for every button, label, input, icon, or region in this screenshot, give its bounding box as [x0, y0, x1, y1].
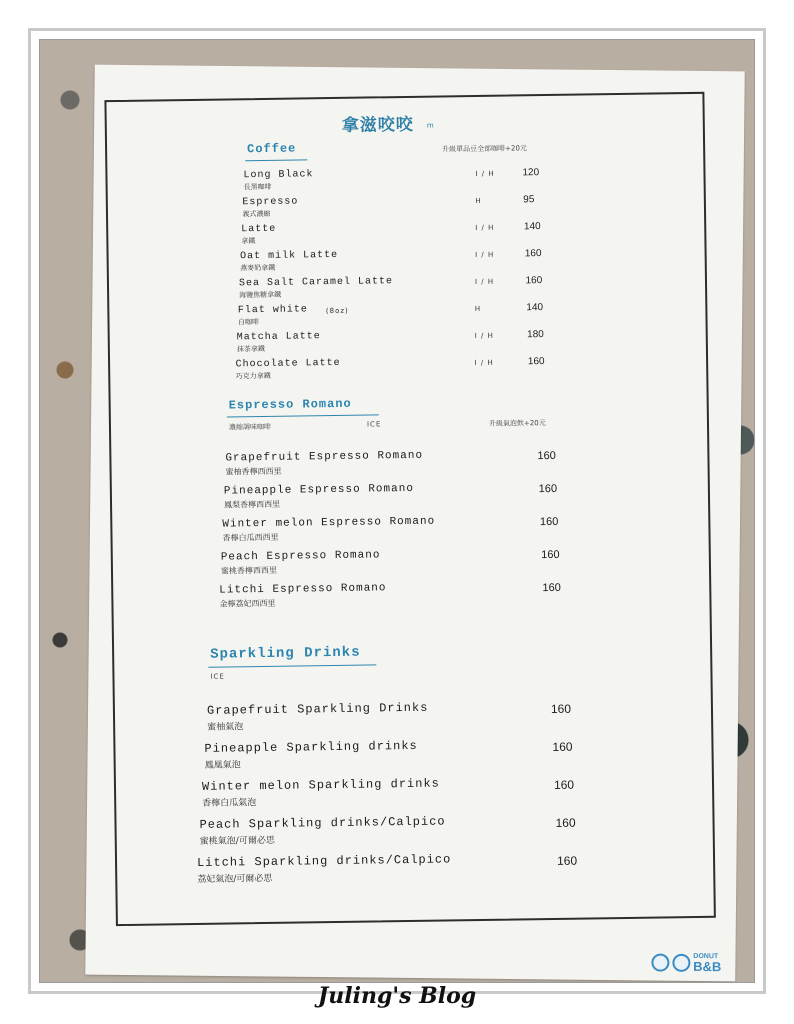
coffee-item-size: I / H [475, 223, 495, 233]
coffee-item-sub: 抹茶拿鐵 [236, 344, 265, 354]
coffee-item-size: I / H [475, 250, 495, 260]
coffee-item-sub: 海鹽焦糖拿鐵 [239, 290, 282, 300]
coffee-item-size: H [475, 196, 482, 206]
coffee-item-size: I / H [475, 169, 495, 179]
coffee-item-size: H [474, 304, 482, 314]
coffee-item-name: Matcha Latte [236, 331, 321, 344]
sparkling-item-price: 160 [550, 701, 572, 717]
coffee-item-price: 180 [527, 329, 544, 341]
romano-item-price: 160 [542, 581, 561, 595]
coffee-item-name: Sea Salt Caramel Latte [238, 276, 394, 290]
logo-face-icon [672, 954, 690, 972]
logo-line1: DONUT [693, 952, 719, 961]
romano-underline [227, 414, 379, 417]
sparkling-item-sub: 香檸白瓜氣泡 [202, 798, 257, 809]
romano-item-sub: 香檸白瓜西西里 [222, 532, 279, 543]
logo-face-icon [651, 953, 669, 971]
coffee-item-extra: (8oz) [325, 306, 349, 316]
sparkling-item-name: Grapefruit Sparkling Drinks [206, 700, 429, 718]
coffee-item-sub: 燕麥奶拿鐵 [240, 263, 276, 273]
menu-paper [85, 65, 744, 982]
coffee-item-sub: 拿鐵 [241, 237, 256, 246]
romano-item-sub: 金檸荔妃西西里 [219, 598, 276, 609]
sparkling-temp: ICE [210, 672, 225, 681]
romano-item-price: 160 [541, 548, 560, 562]
coffee-item-price: 160 [525, 275, 543, 287]
coffee-underline [245, 159, 307, 161]
romano-item-price: 160 [537, 449, 556, 463]
coffee-item-sub: 長黑咖啡 [243, 182, 272, 192]
sparkling-underline [208, 664, 376, 667]
romano-temp: ICE [366, 420, 382, 429]
sparkling-item-name: Pineapple Sparkling drinks [204, 738, 418, 756]
coffee-item-price: 160 [524, 248, 542, 260]
romano-item-sub: 鳳梨香檸西西里 [224, 499, 281, 510]
photo [39, 39, 755, 983]
coffee-item-name: Oat milk Latte [240, 249, 339, 263]
coffee-item-price: 140 [526, 302, 544, 314]
sparkling-item-sub: 蜜桃氣泡/可爾必思 [199, 835, 275, 847]
coffee-item-sub: 白咖啡 [237, 318, 260, 327]
coffee-item-sub: 巧克力拿鐵 [235, 371, 271, 381]
sparkling-item-price: 160 [556, 853, 578, 868]
romano-item-price: 160 [538, 482, 558, 496]
menu-border [104, 92, 715, 926]
coffee-item-name: Espresso [242, 196, 299, 209]
coffee-item-price: 95 [523, 194, 535, 206]
sparkling-title: Sparkling Drinks [210, 644, 361, 663]
coffee-title: Coffee [247, 141, 297, 157]
romano-item-sub: 蜜桃香檸西西里 [220, 565, 278, 576]
coffee-item-sub: 義式濃縮 [242, 209, 271, 219]
sparkling-item-name: Litchi Sparkling drinks/Calpico [196, 852, 452, 870]
coffee-item-name: Flat white [237, 304, 308, 317]
romano-subtitle: 濃縮調味咖啡 [228, 422, 272, 432]
blog-watermark: Juling's Blog [317, 983, 477, 1009]
sparkling-item-price: 160 [552, 739, 573, 754]
coffee-item-price: 160 [527, 356, 545, 368]
sparkling-item-price: 160 [553, 777, 575, 792]
coffee-item-size: I / H [474, 331, 494, 341]
coffee-item-name: Chocolate Latte [235, 357, 341, 371]
romano-item-price: 160 [539, 515, 559, 529]
coffee-item-price: 120 [522, 167, 540, 179]
romano-item-name: Peach Espresso Romano [220, 549, 381, 564]
sparkling-item-sub: 蜜柚氣泡 [207, 722, 244, 733]
donut-bb-logo [651, 952, 721, 973]
romano-upgrade-note: 升級氣泡飲+20元 [488, 419, 546, 428]
coffee-item-name: Long Black [243, 169, 314, 182]
sparkling-item-price: 160 [555, 815, 576, 830]
romano-item-name: Pineapple Espresso Romano [223, 482, 414, 498]
romano-item-sub: 蜜柚香檸西西里 [225, 466, 282, 477]
coffee-upgrade-note: 升級單品豆全部咖啡+20元 [442, 144, 527, 154]
logo-text-block [693, 953, 721, 973]
coffee-item-size: I / H [474, 277, 495, 287]
logo-line2: B&B [693, 958, 722, 975]
sparkling-item-name: Winter melon Sparkling drinks [201, 776, 440, 794]
romano-item-name: Winter melon Espresso Romano [222, 515, 436, 531]
coffee-item-size: I / H [474, 358, 494, 368]
romano-title: Espresso Romano [228, 396, 352, 413]
romano-item-name: Grapefruit Espresso Romano [225, 449, 424, 465]
sparkling-item-sub: 荔妃氣泡/可爾必思 [197, 873, 273, 885]
coffee-item-name: Latte [241, 223, 277, 236]
menu-title: 拿滋咬咬 [341, 114, 414, 136]
menu-title-suffix: m [426, 121, 434, 130]
sparkling-item-sub: 鳳凰氣泡 [204, 760, 241, 771]
coffee-item-price: 140 [523, 221, 541, 233]
romano-item-name: Litchi Espresso Romano [219, 582, 387, 597]
photo-frame [28, 28, 766, 994]
sparkling-item-name: Peach Sparkling drinks/Calpico [199, 814, 446, 832]
